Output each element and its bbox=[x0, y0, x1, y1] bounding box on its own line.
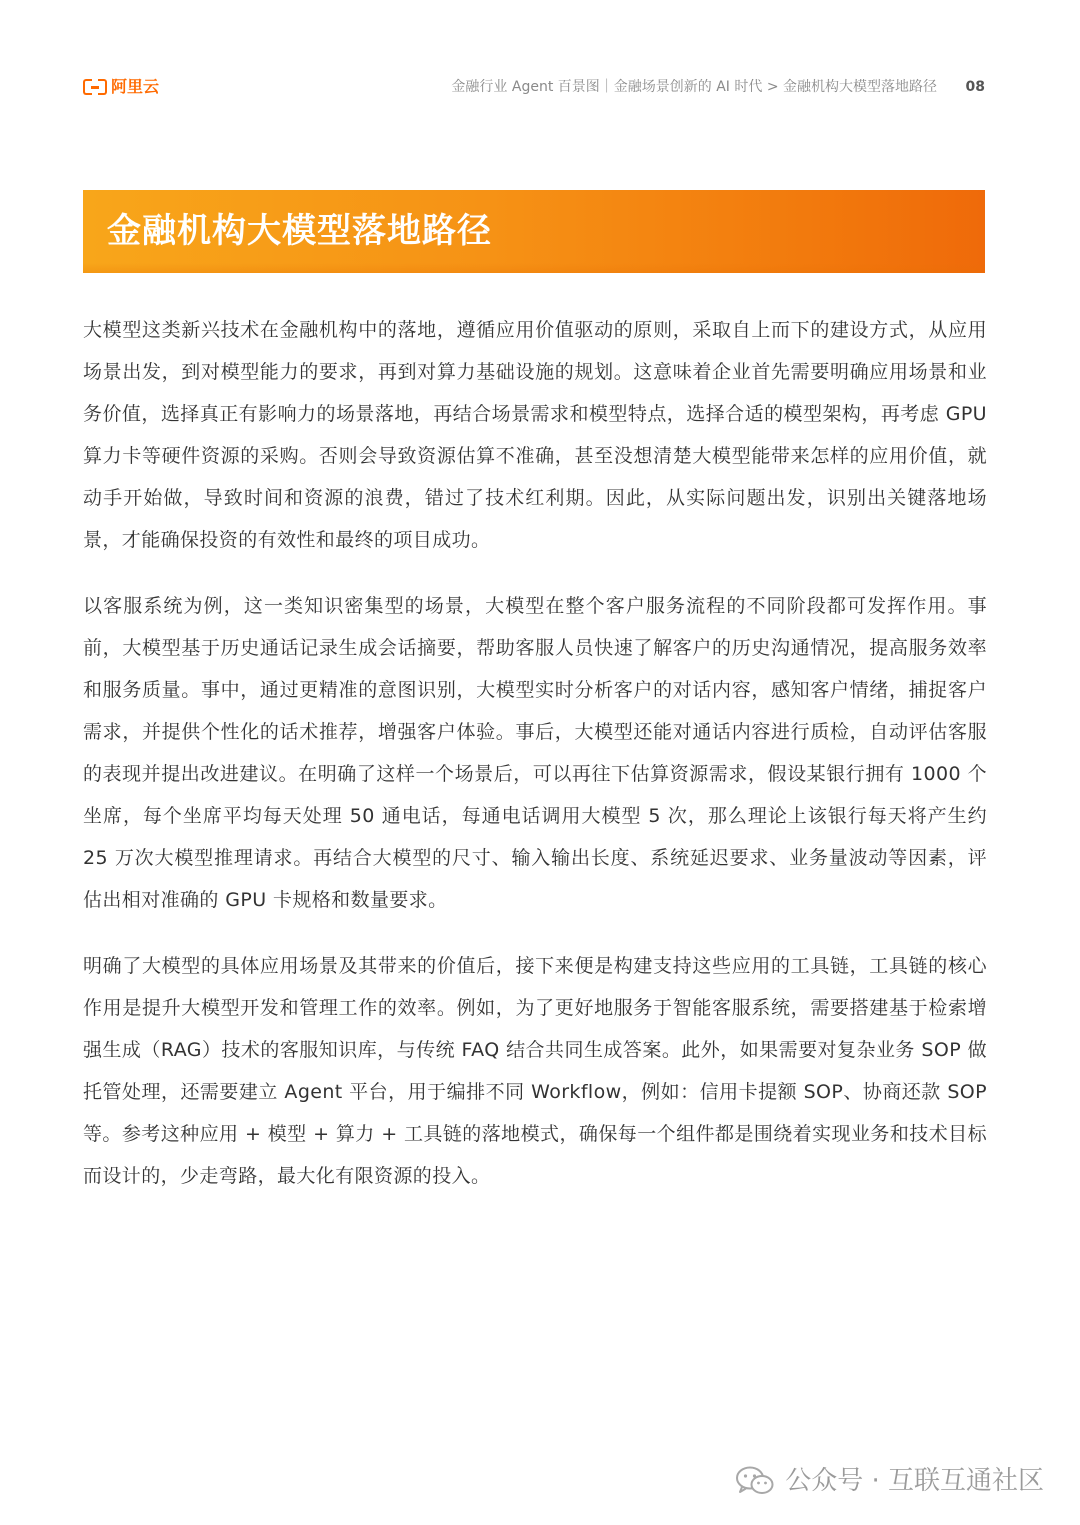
paragraph: 明确了大模型的具体应用场景及其带来的价值后，接下来便是构建支持这些应用的工具链，工具链的核心作用是提升大模型开发和管理工作的效率。例如，为了更好地服务于智能客服系统，需要搭建基于检索增强生成（RAG）技术的客服知识库，与传统 FAQ 结合共同生成答案。此外，如果需要对复杂业务 SOP 做托管处理，还需要建立 Agent 平台，用于编排不同 Workflow，例如：信用卡提额 SOP、协商还款 SOP 等。参考这种应用 + 模型 + 算力 + 工具链的落地模式，确保每一个组件都是围绕着实现业务和技术目标而设计的，少走弯路，最大化有限资源的投入。 bbox=[83, 955, 987, 1187]
paragraph: 大模型这类新兴技术在金融机构中的落地，遵循应用价值驱动的原则，采取自上而下的建设方式，从应用场景出发，到对模型能力的要求，再到对算力基础设施的规划。这意味着企业首先需要明确应用场景和业务价值，选择真正有影响力的场景落地，再结合场景需求和模型特点，选择合适的模型架构，再考虑 GPU 算力卡等硬件资源的采购。否则会导致资源估算不准确，甚至没想清楚大模型能带来怎样的应用价值，就动手开始做，导致时间和资源的浪费，错过了技术红利期。因此，从实际问题出发，识别出关键落地场景，才能确保投资的有效性和最终的项目成功。 bbox=[83, 319, 987, 551]
paragraph: 以客服系统为例，这一类知识密集型的场景，大模型在整个客户服务流程的不同阶段都可发挥作用。事前，大模型基于历史通话记录生成会话摘要，帮助客服人员快速了解客户的历史沟通情况，提高服务效率和服务质量。事中，通过更精准的意图识别，大模型实时分析客户的对话内容，感知客户情绪，捕捉客户需求，并提供个性化的话术推荐，增强客户体验。事后，大模型还能对通话内容进行质检，自动评估客服的表现并提出改进建议。在明确了这样一个场景后，可以再往下估算资源需求，假设某银行拥有 1000 个坐席，每个坐席平均每天处理 50 通电话，每通电话调用大模型 5 次，那么理论上该银行每天将产生约 25 万次大模型推理请求。再结合大模型的尺寸、输入输出长度、系统延迟要求、业务量波动等因素，评估出相对准确的 GPU 卡规格和数量要求。 bbox=[83, 595, 987, 911]
aliyun-logo-icon bbox=[83, 79, 107, 95]
page-number: 08 bbox=[965, 79, 985, 95]
logo-text: 阿里云 bbox=[111, 77, 160, 96]
section-title: 金融机构大模型落地路径 bbox=[107, 211, 492, 251]
page-header bbox=[0, 0, 1080, 120]
wechat-icon bbox=[735, 1466, 775, 1496]
breadcrumb: 金融行业 Agent 百景图｜金融场景创新的 AI 时代 > 金融机构大模型落地路径 bbox=[451, 79, 937, 95]
body-content bbox=[83, 309, 987, 1221]
aliyun-logo bbox=[83, 76, 159, 98]
watermark-text: 公众号 · 互联互通社区 bbox=[785, 1466, 1044, 1496]
wechat-watermark bbox=[735, 1461, 1044, 1501]
section-title-banner bbox=[83, 190, 985, 273]
